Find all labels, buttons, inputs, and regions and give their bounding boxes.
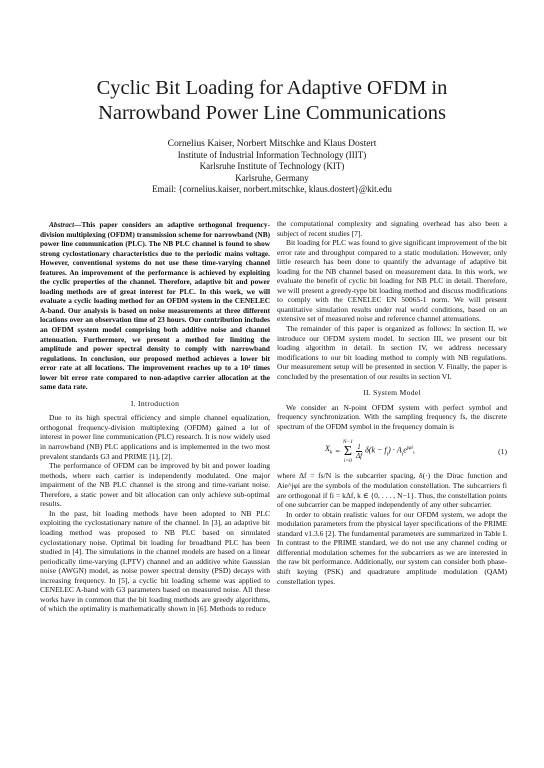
author-email: Email: {cornelius.kaiser, norbert.mitschke, klaus.dostert}@kit.edu — [152, 183, 392, 194]
author-names: Cornelius Kaiser, Norbert Mitschke and Klaus Dostert — [167, 138, 377, 149]
paper-title — [40, 76, 504, 126]
intro-paragraph-5: The remainder of this paper is organized as follows: In section II, we introduce our OFDM system model. In section III, we present our bit loading algorithm in detail. In section IV, we address necessary modifications to our bit loading method to comply with NB regulations. Our measurement setup will be presented in section V. Finally, the paper is concluded by the presentation of our results in section VI. — [277, 324, 507, 381]
equation-number: (1) — [498, 446, 507, 456]
abstract-lead: Abstract — [49, 220, 75, 229]
title-line-2: Narrowband Power Line Communications — [98, 102, 446, 124]
intro-paragraph-3: In the past, bit loading methods have been adopted to NB PLC exploiting the cyclostationary nature of the channel. In [3], an adaptive bit loading method was proposed to NB PLC based on simulated cyclostationary noise. Optimal bit loading for broadband PLC has been studied in [4]. The simulations in the channel models are based on a linear periodically time-varying (LPTV) channel and an additive white Gaussian noise (AWGN) model, as noise power spectral density (PSD) decays with increasing frequency. In [5], a cyclic bit loading scheme was applied to CENELEC A-band with G3 parameters based on measured noise. All these works have in common that the bit loading methods are greedy algorithms, of which the optimality is mathematically shown in [6]. Methods to reduce — [40, 508, 270, 614]
abstract-text: —This paper considers an adaptive orthogonal frequency-division multiplexing (OFDM) transmission scheme for narrowband (NB) power line communication (PLC). The NB PLC channel is found to show strong cyclostationary characteristics due to the periodic mains voltage. However, conventional systems do not use these time-varying channel features. An improvement of the performance is achieved by exploiting the cyclic properties of the channel. Therefore, adaptive bit and power loading methods are of great interest for PLC. In this work, we will evaluate a cyclic loading method for an OFDM system in the CENELEC A-band. Our analysis is based on noise measurements at three different locations over an observation time of 23 hours. Our contribution includes an OFDM system model comprising both additive noise and channel attenuation. Furthermore, we present a method for limiting the amplitude and power spectral density to comply with narrowband regulations. In conclusion, our proposed method achieves a lower bit error rate at all locations. The improvement reaches up to a 10² times lower bit error rate compared to non-adaptive carrier allocation at the same data rate. — [40, 220, 270, 392]
intro-paragraph-1: Due to its high spectral efficiency and simple channel equalization, orthogonal frequency-division multiplexing (OFDM) gained a lot of interest in power line communication (PLC) research. It is now widely used in narrowband (NB) PLC applications and is implemented in the two most prevalent standards G3 and PRIME [1], [2]. — [40, 413, 270, 461]
eq-sum-bottom: i=0 — [343, 457, 352, 464]
equation-body: $X_k$ = N−1 Σ i=0 $\frac{1}{\Delta f}$ $\delta(k - f_i) \cdot A_ie^{j\varphi i}$, — [325, 438, 415, 464]
abstract — [40, 220, 270, 392]
system-model-paragraph-2: where Δf = fs/N is the subcarrier spacing, δ(·) the Dirac function and Aie^jφi are the symbols of the modulation constellation. The subcarriers fi are orthogonal if fi = kΔf, k ∈ {0, . . . , N−1}. Thus, the constellation points of one subcarrier can be mapped independently of any other subcarrier. — [277, 471, 507, 510]
eq-fraction: $\frac{1}{\Delta f}$ — [356, 442, 363, 460]
section-heading-system-model: II. System Model — [363, 388, 421, 398]
title-line-1: Cyclic Bit Loading for Adaptive OFDM in — [96, 77, 448, 99]
section-heading-introduction: I. Introduction — [130, 398, 180, 408]
sigma-symbol: Σ — [343, 443, 352, 459]
eq-sum — [343, 439, 353, 464]
intro-paragraph-4: Bit loading for PLC was found to give significant improvement of the bit error rate and throughput compared to a static modulation. However, only little research has been done to quantify the advantage of adaptive bit loading for the NB channel based on measurement data. In this work, we evaluate the benefit of cyclic bit loading for NB PLC in detail. Therefore, we will present a greedy-type bit loading method and discuss modifications to comply with the CENELEC EN 50065-1 norm. We will present quantitative simulation results under real world conditions, based on an extensive set of measured noise and reference channel attenuations. — [277, 238, 507, 324]
equation-1 — [277, 435, 507, 467]
right-column — [277, 219, 507, 586]
system-model-paragraph-1: We consider an N-point OFDM system with perfect symbol and frequency synchronization. With the sampling frequency fs, the discrete spectrum of the OFDM symbol in the frequency domain is — [277, 402, 507, 431]
intro-paragraph-2: The performance of OFDM can be improved by bit and power loading methods, where each carrier is independently modulated. One major impairment of the NB PLC channel is the strong and time-variant noise. Therefore, a static power and bit allocation can only achieve sub-optimal results. — [40, 461, 270, 509]
system-model-paragraph-3: In order to obtain realistic values for our OFDM system, we adopt the modulation parameters from the physical layer specifications of the PRIME standard v1.3.6 [2]. The fundamental parameters are summarized in Table I. In contrast to the PRIME standard, we do not use any channel coding or differential modulation schemes for the subcarriers as we are interested in the raw bit performance. Additionally, our system can consider both phase-shift keying (PSK) and quadrature amplitude modulation (QAM) constellation types. — [277, 509, 507, 586]
author-institute: Institute of Industrial Information Technology (IIIT) — [177, 150, 367, 161]
author-block — [40, 138, 504, 195]
eq-lhs: $X_k$ — [325, 444, 333, 456]
author-location: Karlsruhe, Germany — [235, 172, 309, 183]
intro-paragraph-continued: the computational complexity and signaling overhead has also been a subject of recent studies [7]. — [277, 219, 507, 238]
eq-rhs: $\delta(k - f_i) \cdot A_ie^{j\varphi i}$, — [365, 444, 415, 457]
eq-sum-top: N−1 — [342, 438, 353, 445]
left-column — [40, 220, 270, 614]
author-university: Karlsruhe Institute of Technology (KIT) — [199, 161, 345, 172]
